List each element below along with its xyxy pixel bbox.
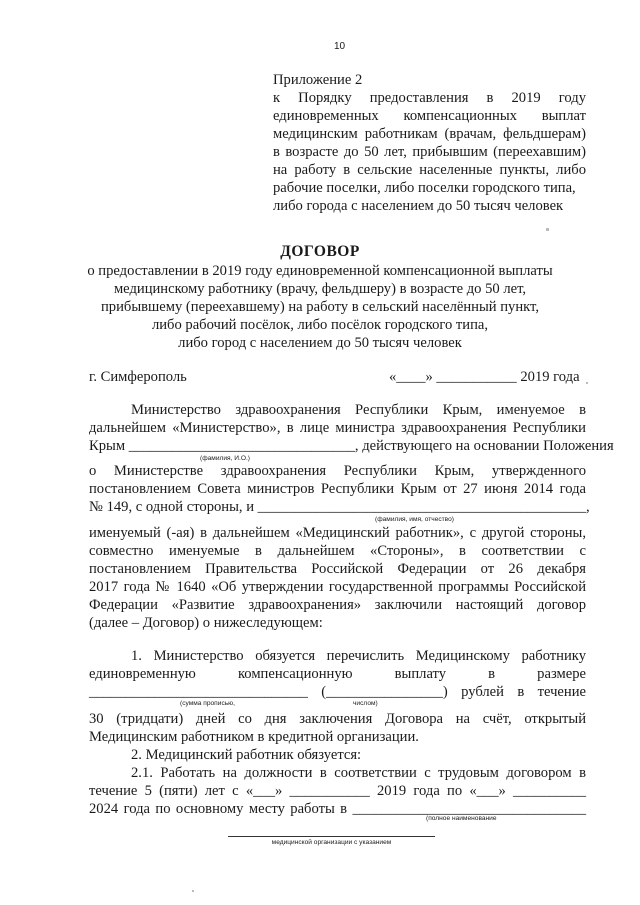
clause-line: 2.1. Работать на должности в соответствии с трудовым договором в (131, 765, 586, 781)
appendix-line: в возрасте до 50 лет, прибывшим (переехавшим) (273, 144, 586, 160)
preamble-line: постановлением Правительства Российской Федерации от 26 декабря (89, 561, 586, 577)
caption-name-initials: (фамилия, И.О.) (200, 455, 250, 462)
appendix-line: либо города с населением до 50 тысяч человек (273, 198, 564, 214)
appendix-line: единовременных компенсационных выплат (273, 108, 586, 124)
contract-date: «____» ___________ 2019 года (389, 369, 580, 385)
city: г. Симферополь (89, 369, 187, 385)
preamble-line: Федерации «Развитие здравоохранения» заключили настоящий договор (89, 597, 586, 613)
scan-speck (192, 890, 194, 892)
contract-subtitle-line: о предоставлении в 2019 году единовременной компенсационной выплаты (87, 263, 553, 279)
appendix-title: Приложение 2 (273, 72, 363, 88)
caption-sum-number: числом) (353, 700, 378, 707)
preamble-line: № 149, с одной стороны, и _____________________________________________, (89, 499, 590, 515)
contract-subtitle-line: либо рабочий посёлок, либо посёлок городского типа, (151, 317, 489, 333)
scan-speck (546, 228, 549, 231)
clause-line: 2024 года по основному месту работы в ________________________________ (89, 801, 586, 817)
appendix-line: рабочие поселки, либо поселки городского типа, (273, 180, 576, 196)
contract-subtitle-line: медицинскому работнику (врачу, фельдшеру) в возрасте до 50 лет, (113, 281, 527, 297)
contract-subtitle-line: либо город с населением до 50 тысяч человек (178, 335, 462, 351)
clause-line: течение 5 (пяти) лет с «___» ___________ 2019 года по «___» __________ (89, 783, 586, 799)
contract-subtitle-line: прибывшему (переехавшему) на работу в сельский населённый пункт, (101, 299, 539, 315)
appendix-line: на работу в сельские населенные пункты, либо (273, 162, 586, 178)
preamble-line: о Министерстве здравоохранения Республики Крым, утвержденного (89, 463, 586, 479)
clause-line: ______________________________ (________________) рублей в течение (89, 684, 586, 700)
clause-line: Медицинским работником в кредитной организации. (89, 729, 419, 745)
caption-org-full-name: (полное наименование (426, 815, 497, 822)
contract-title: ДОГОВОР (280, 243, 360, 260)
appendix-line: к Порядку предоставления в 2019 году (273, 90, 586, 106)
preamble-line: 2017 года № 1640 «Об утверждении государственной программы Российской (89, 579, 586, 595)
preamble-line: именуемый (-ая) в дальнейшем «Медицинский работник», с другой стороны, (89, 525, 586, 541)
caption-full-name: (фамилия, имя, отчество) (375, 516, 454, 523)
preamble-line: постановлением Совета министров Республики Крым от 27 июня 2014 года (89, 481, 586, 497)
preamble-line: Министерство здравоохранения Республики Крым, именуемое в (131, 402, 586, 418)
clause-line: 1. Министерство обязуется перечислить Медицинскому работнику (131, 648, 586, 664)
clause-line: единовременную компенсационную выплату в размере (89, 666, 586, 682)
preamble-line: дальнейшем «Министерство», в лице министра здравоохранения Республики (89, 420, 586, 436)
clause-title: 2. Медицинский работник обязуется: (131, 747, 362, 763)
preamble-line: совместно именуемые в дальнейшем «Стороны», в соответствии с (89, 543, 586, 559)
caption-sum-words: (сумма прописью, (180, 700, 235, 707)
caption-org: медицинской организации с указанием (271, 839, 392, 846)
fill-line (228, 836, 435, 837)
preamble-line: (далее – Договор) о нижеследующем: (89, 615, 323, 631)
appendix-line: медицинским работникам (врачам, фельдшерам) (273, 126, 586, 142)
scan-speck (586, 382, 588, 384)
preamble-line: Крым _______________________________, действующего на основании Положения (89, 438, 614, 454)
page-number: 10 (334, 41, 346, 52)
clause-line: 30 (тридцати) дней со дня заключения Договора на счёт, открытый (89, 711, 586, 727)
